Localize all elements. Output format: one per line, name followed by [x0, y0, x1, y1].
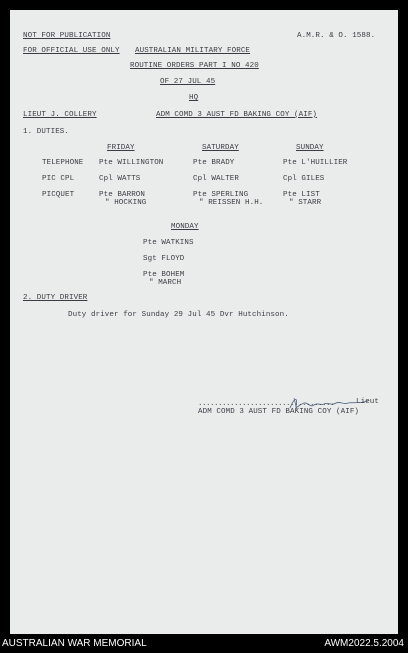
force-title: AUSTRALIAN MILITARY FORCE: [135, 47, 251, 55]
signature-unit: ADM COMD 3 AUST FD BAKING COY (AIF): [198, 408, 360, 416]
picquet-sunday: Pte LIST: [283, 191, 320, 199]
officer-name: LIEUT J. COLLERY: [23, 111, 97, 119]
picquet-friday: Pte BARRON: [99, 191, 146, 199]
hq-label: HQ: [189, 94, 199, 102]
day-monday: MONDAY: [171, 223, 199, 231]
duty-driver-text: Duty driver for Sunday 29 Jul 45 Dvr Hutchinson.: [68, 311, 289, 319]
day-sunday: SUNDAY: [296, 144, 324, 152]
signature-rank: Lieut: [356, 398, 380, 406]
unit-name: ADM COMD 3 AUST FD BAKING COY (AIF): [156, 111, 318, 119]
pic-cpl-friday: Cpl WATTS: [99, 175, 141, 183]
picquet-sunday-2: " STARR: [289, 199, 322, 207]
day-saturday: SATURDAY: [202, 144, 239, 152]
footer-bar: [0, 634, 408, 653]
picquet-saturday: Pte SPERLING: [193, 191, 249, 199]
official-use-only: FOR OFFICIAL USE ONLY: [23, 47, 120, 55]
monday-3: Pte BOHEM: [143, 271, 185, 279]
not-for-publication: NOT FOR PUBLICATION: [23, 32, 111, 40]
monday-2: Sgt FLOYD: [143, 255, 185, 263]
signature-line: ..................................: [198, 400, 335, 408]
orders-date: OF 27 JUL 45: [160, 78, 216, 86]
telephone-friday: Pte WILLINGTON: [99, 159, 164, 167]
telephone-sunday: Pte L'HUILLIER: [283, 159, 348, 167]
role-pic-cpl: PIC CPL: [42, 175, 75, 183]
orders-title: ROUTINE ORDERS PART I NO 420: [130, 62, 259, 70]
role-picquet: PICQUET: [42, 191, 75, 199]
duty-driver-heading: 2. DUTY DRIVER: [23, 294, 88, 302]
picquet-saturday-2: " REISSEN H.H.: [199, 199, 264, 207]
duties-heading: 1. DUTIES.: [23, 128, 70, 136]
telephone-saturday: Pte BRADY: [193, 159, 235, 167]
monday-1: Pte WATKINS: [143, 239, 194, 247]
footer-accession: AWM2022.5.2004: [324, 638, 404, 649]
pic-cpl-sunday: Cpl GILES: [283, 175, 325, 183]
role-telephone: TELEPHONE: [42, 159, 84, 167]
document-page: [10, 10, 398, 634]
picquet-friday-2: " HOCKING: [105, 199, 147, 207]
day-friday: FRIDAY: [107, 144, 135, 152]
footer-source: AUSTRALIAN WAR MEMORIAL: [2, 638, 147, 649]
document-reference: A.M.R. & O. 1588.: [297, 32, 376, 40]
pic-cpl-saturday: Cpl WALTER: [193, 175, 240, 183]
monday-4: " MARCH: [149, 279, 182, 287]
